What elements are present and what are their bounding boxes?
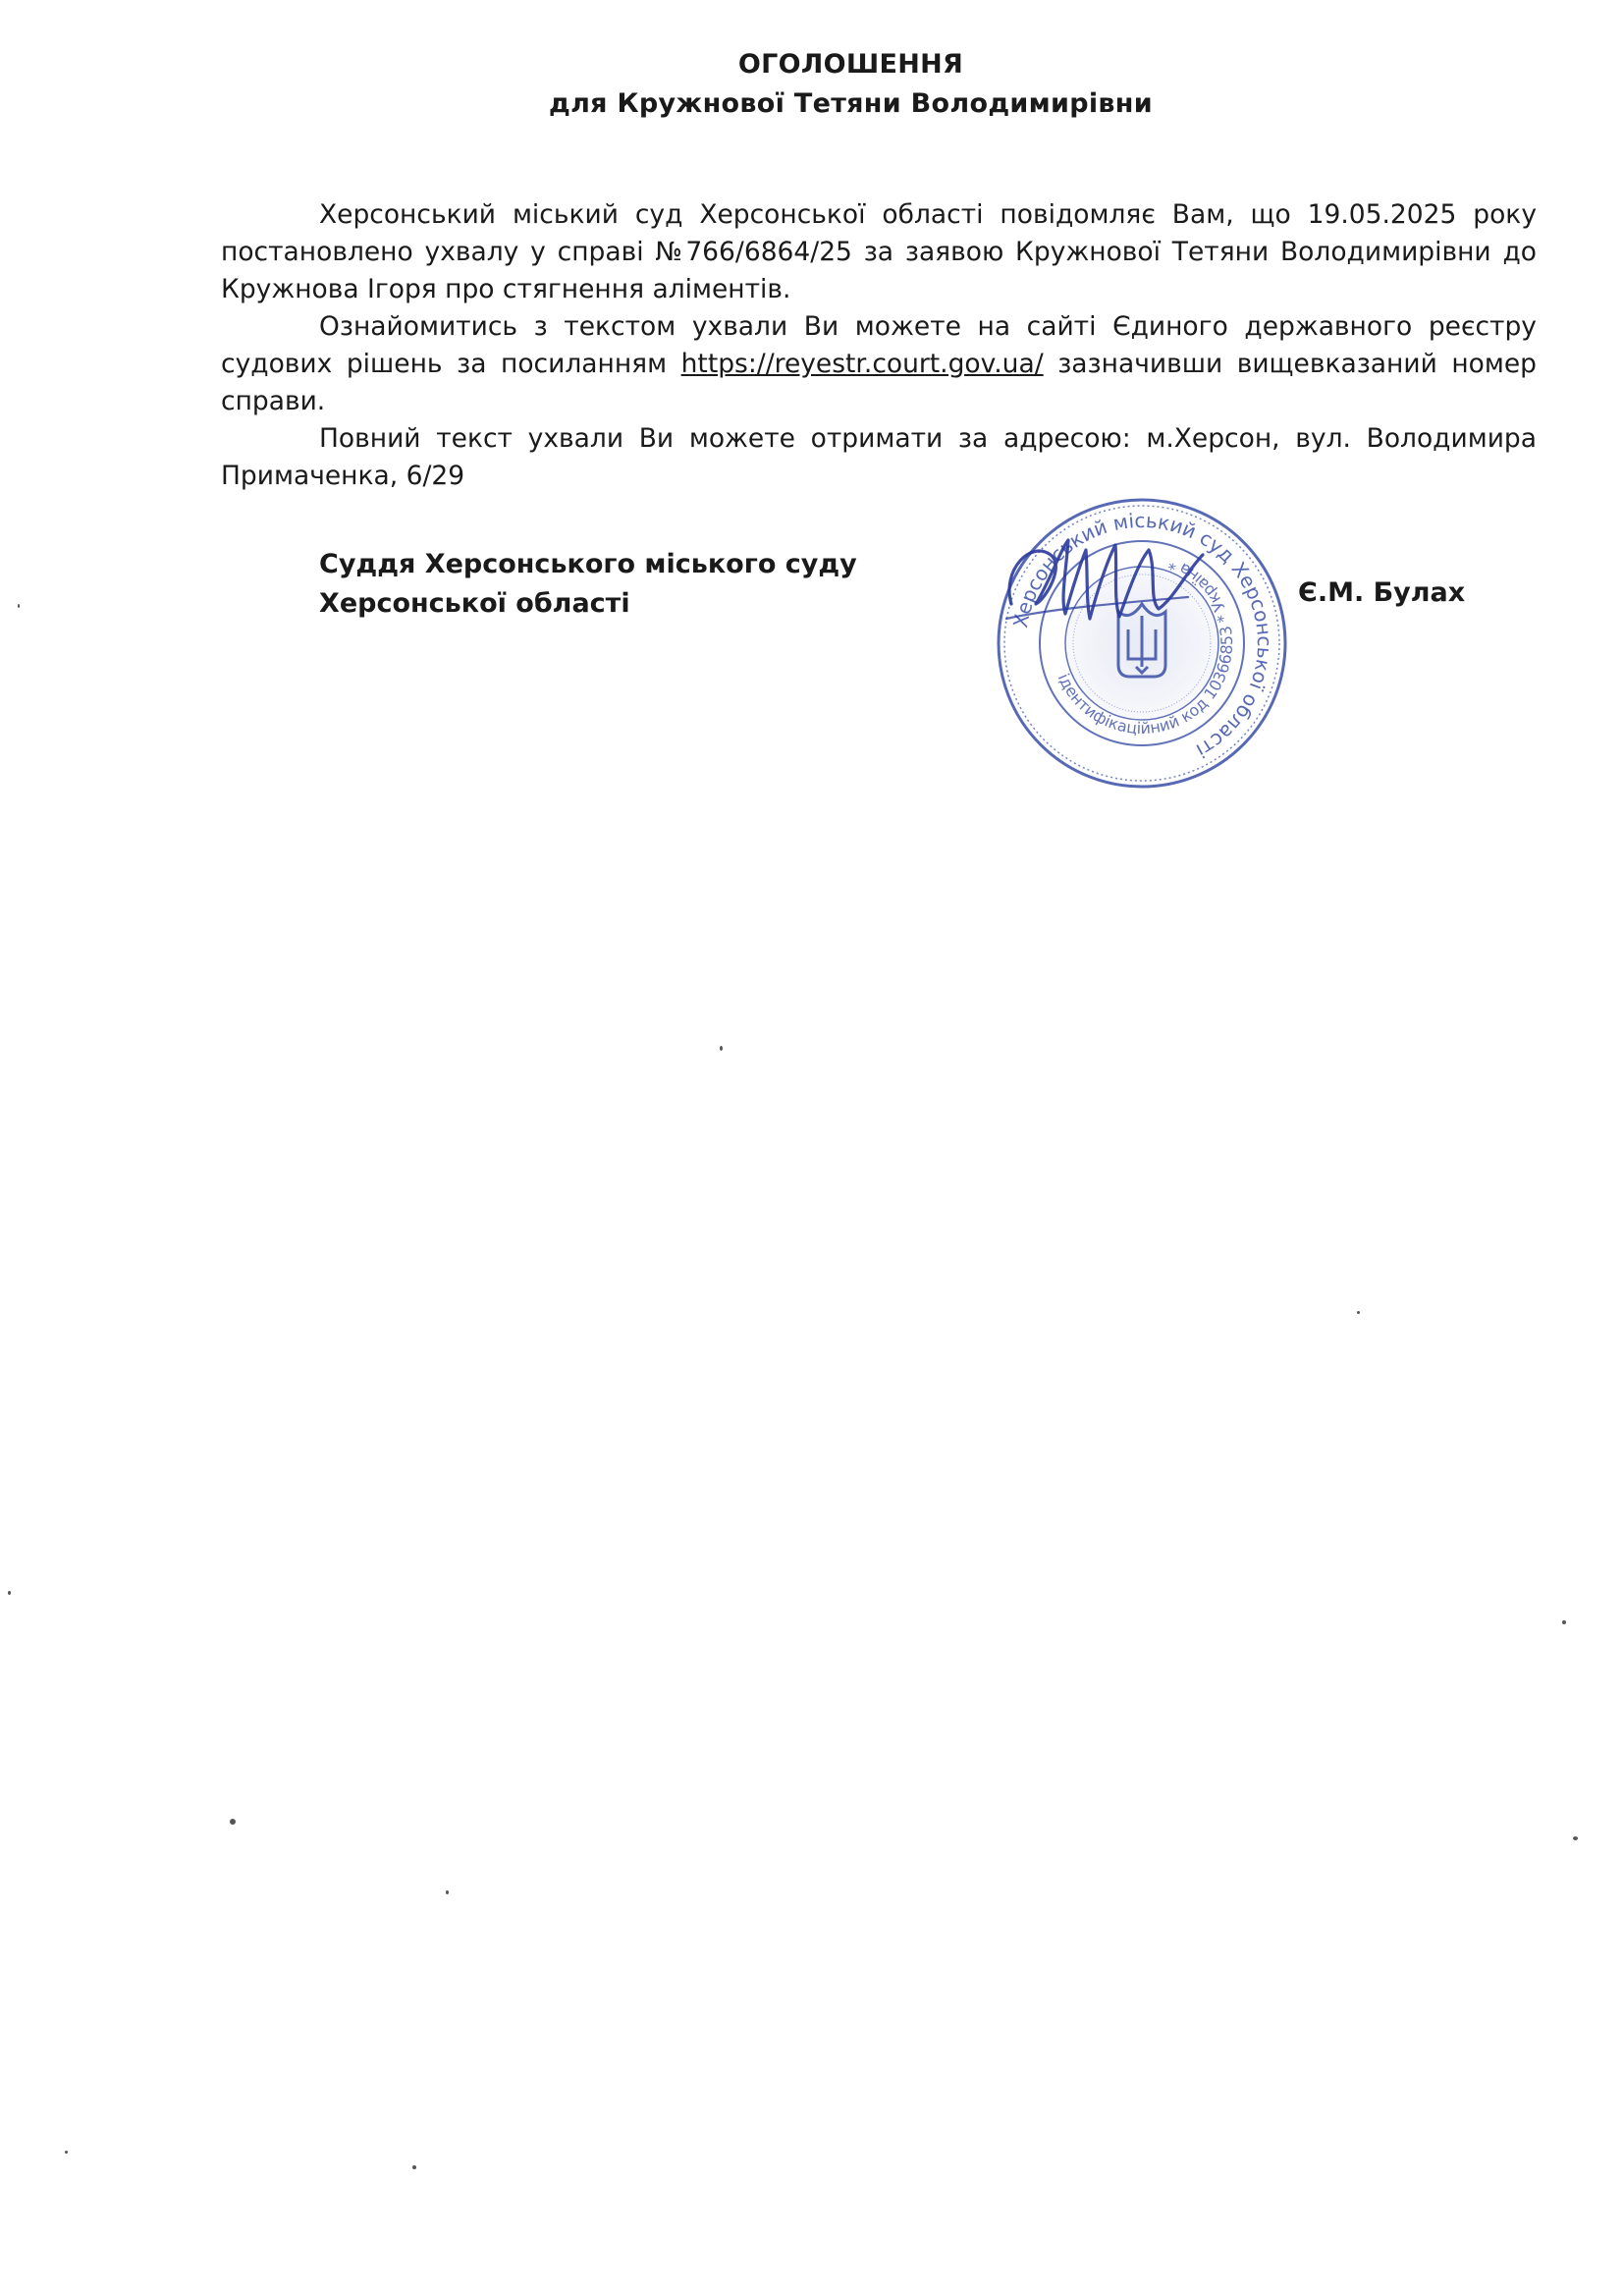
judge-name: Є.М. Булах (1298, 577, 1466, 608)
document-subtitle: для Кружнової Тетяни Володимирівни (549, 88, 1153, 119)
registry-link[interactable]: https://reyestr.court.gov.ua/ (680, 349, 1044, 379)
scan-speck (1357, 1311, 1360, 1314)
handwritten-signature (992, 511, 1217, 648)
stamp-outer-text: Херсонський міський суд Херсонської області (1008, 508, 1277, 763)
signer-position (319, 545, 857, 624)
scan-speck (446, 1890, 449, 1894)
scan-speck (1573, 1836, 1578, 1840)
scan-speck (65, 2151, 68, 2154)
scan-speck (230, 1819, 236, 1825)
document-title: ОГОЛОШЕННЯ (737, 49, 964, 80)
scan-speck (720, 1046, 723, 1051)
scan-speck (8, 1591, 11, 1595)
signer-position-line2: Херсонської області (319, 588, 630, 619)
scan-speck (1562, 1620, 1566, 1624)
scan-speck (412, 2165, 416, 2169)
paragraph-ruling: Херсонський міський суд Херсонської області повідомляє Вам, що 19.05.2025 року постановлено ухвалу у справі №766/6864/25 за заявою Кружнової Тетяни Володимирівни до Кружнова Ігоря про стягнення аліментів. (221, 199, 1537, 304)
paragraph-registry (221, 308, 1537, 420)
scan-speck (18, 604, 20, 608)
paragraph-registry-text: Ознайомитись з текстом ухвали Ви можете на сайті Єдиного державного реєстру судових рішень за посиланням (221, 311, 1537, 379)
paragraph-registry-tail: зазначивши вищевказаний номер справи. (221, 349, 1537, 416)
stamp-inner-text: ідентифікаційний код 10366853 * Україна * (1054, 554, 1237, 738)
paragraph-address: Повний текст ухвали Ви можете отримати за адресою: м.Херсон, вул. Володимира Примаченка, 6/29 (221, 423, 1537, 491)
signer-position-line1: Суддя Херсонського міського суду (319, 549, 857, 579)
document-body (221, 196, 1537, 495)
